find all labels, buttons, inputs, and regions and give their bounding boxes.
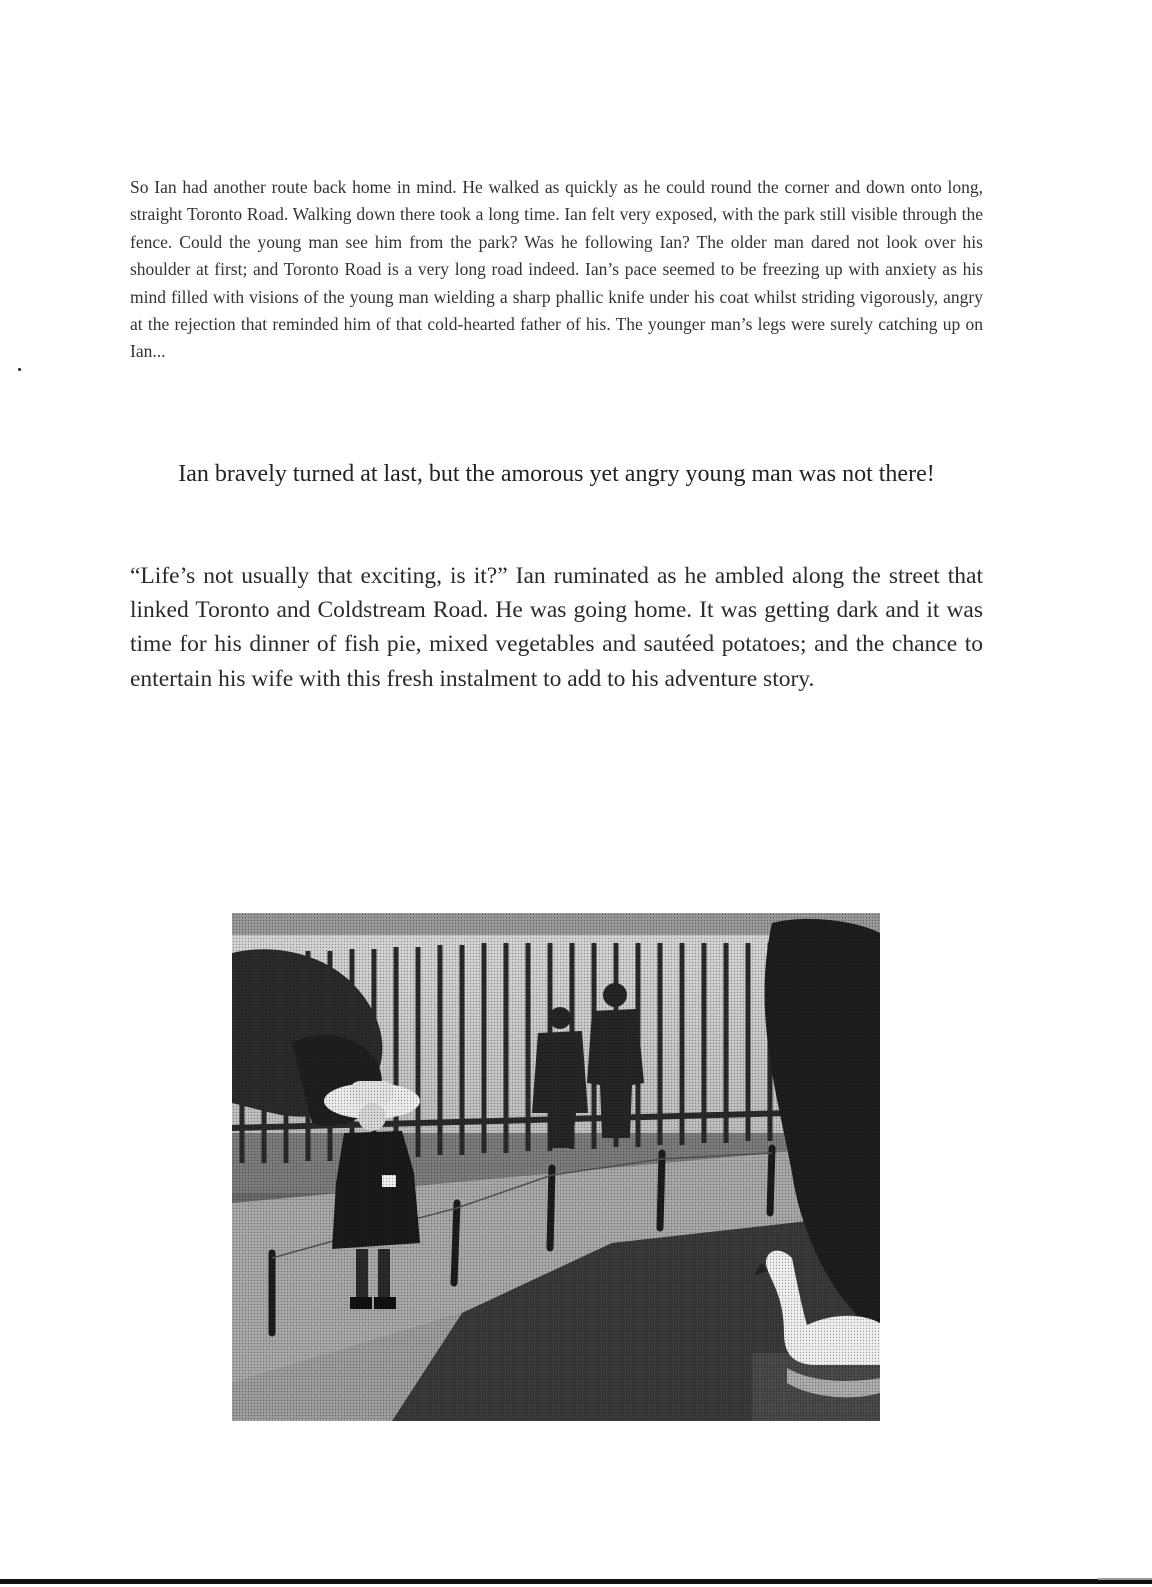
body-paragraph-2: Ian bravely turned at last, but the amorous yet angry young man was not there!	[178, 461, 935, 487]
body-paragraph-3: “Life’s not usually that exciting, is it?” Ian ruminated as he ambled along the street that linked Toronto and Coldstream Road. He was going home. It was getting dark and it was time for his dinner of fish pie, mixed vegetables and sautéed potatoes; and the chance to entertain his wife with this fresh instalment to add to his adventure story.	[130, 563, 983, 692]
bottom-scan-edge-gray	[1098, 1578, 1152, 1580]
halftone-texture	[232, 913, 880, 1421]
photo-illustration	[232, 913, 880, 1421]
bottom-scan-edge	[0, 1579, 1152, 1584]
stray-mark	[18, 368, 21, 371]
halftone-photograph	[232, 913, 880, 1421]
body-paragraph-1: So Ian had another route back home in mind. He walked as quickly as he could round the corner and down onto long, straight Toronto Road. Walking down there took a long time. Ian felt very exposed, with the park still visible through the fence. Could the young man see him from the park? Was he following Ian? The older man dared not look over his shoulder at first; and Toronto Road is a very long road indeed. Ian’s pace seemed to be freezing up with anxiety as his mind filled with visions of the young man wielding a sharp phallic knife under his coat whilst striding vigorously, angry at the rejection that reminded him of that cold-hearted father of his. The younger man’s legs were surely catching up on Ian...	[130, 177, 983, 362]
